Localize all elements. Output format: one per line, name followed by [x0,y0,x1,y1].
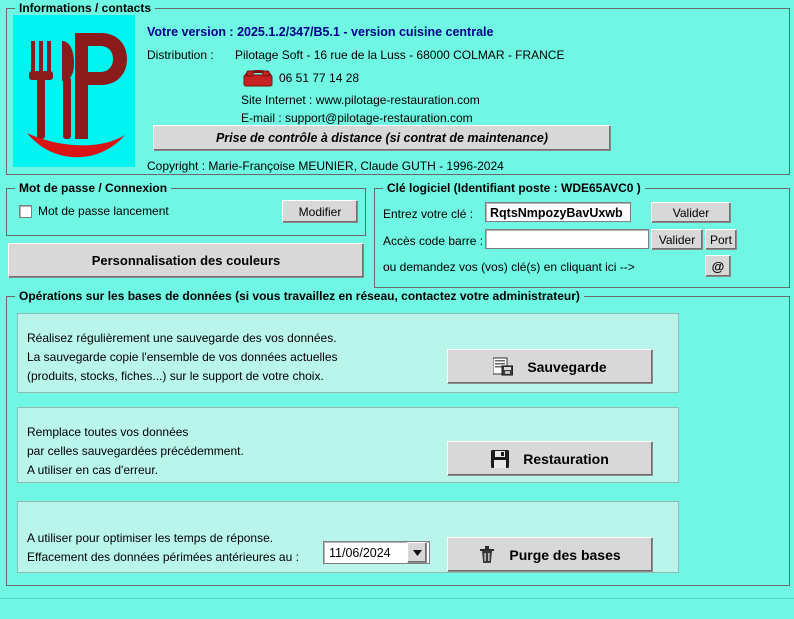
restore-description-line-3: A utiliser en cas d'erreur. [27,463,159,477]
software-key-legend: Clé logiciel (Identifiant poste : WDE65AVC0 ) [383,181,645,195]
barcode-validate-button[interactable]: Valider [651,229,703,250]
purge-description-line-2: Effacement des données périmées antérieures au : [27,550,299,564]
purge-date-value: 11/06/2024 [329,545,391,560]
purge-button[interactable] [447,537,653,572]
restore-description-line-2: par celles sauvegardées précédemment. [27,444,244,458]
key-label: Entrez votre clé : [383,207,474,221]
distribution-label: Distribution : [147,48,214,62]
remote-control-button[interactable]: Prise de contrôle à distance (si contrat de maintenance) [153,125,611,151]
database-operations-group [6,289,790,586]
save-disk-icon [493,357,513,376]
trash-icon [479,546,495,564]
password-connection-group [6,181,366,236]
software-key-group [374,181,790,288]
backup-button[interactable] [447,349,653,384]
purge-date-combobox[interactable] [323,541,430,564]
barcode-port-button[interactable]: Port [705,229,737,250]
restore-description-line-1: Remplace toutes vos données [27,425,189,439]
bottom-strip [0,598,794,619]
fork-knife-p-logo-icon [13,15,135,167]
backup-description-line-3: (produits, stocks, fiches...) sur le support de votre choix. [27,369,324,383]
version-text: Votre version : 2025.1.2/347/B5.1 - version cuisine centrale [147,25,494,39]
phone-number: 06 51 77 14 28 [279,71,360,85]
email-text: E-mail : support@pilotage-restauration.com [241,111,473,125]
customize-colors-button[interactable]: Personnalisation des couleurs [8,243,364,278]
purge-description-line-1: A utiliser pour optimiser les temps de réponse. [27,531,274,545]
distribution-value: Pilotage Soft - 16 rue de la Luss - 68000 COLMAR - FRANCE [235,48,565,62]
ask-key-text: ou demandez vos (vos) clé(s) en cliquant ici --> [383,260,635,274]
password-launch-checkbox-row[interactable] [19,204,169,218]
restore-button-label: Restauration [523,450,609,467]
floppy-disk-icon [491,450,509,468]
password-launch-label: Mot de passe lancement [38,204,169,218]
app-logo [13,15,135,167]
chevron-down-icon[interactable] [407,542,427,563]
copyright-text: Copyright : Marie-Françoise MEUNIER, Claude GUTH - 1996-2024 [147,159,504,173]
modify-password-button[interactable]: Modifier [282,200,358,223]
restore-description [27,423,244,480]
password-launch-checkbox[interactable] [19,205,32,218]
restore-button[interactable] [447,441,653,476]
purge-button-label: Purge des bases [509,546,621,563]
purge-description [27,529,299,567]
informations-contacts-legend: Informations / contacts [15,1,155,15]
barcode-input[interactable] [485,229,649,249]
password-legend: Mot de passe / Connexion [15,181,171,195]
database-operations-legend: Opérations sur les bases de données (si vous travaillez en réseau, contactez votre administrateur) [15,289,584,303]
key-validate-button[interactable]: Valider [651,202,731,223]
phone-icon [243,69,273,87]
barcode-label: Accès code barre : [383,234,484,248]
informations-contacts-group [6,1,790,175]
backup-description-line-2: La sauvegarde copie l'ensemble de vos données actuelles [27,350,338,364]
email-request-key-button[interactable]: @ [705,255,731,277]
website-text: Site Internet : www.pilotage-restauration.com [241,93,480,107]
backup-button-label: Sauvegarde [527,358,607,375]
key-input[interactable]: RqtsNmpozyBavUxwb [485,202,631,222]
backup-description-line-1: Réalisez régulièrement une sauvegarde des vos données. [27,331,337,345]
backup-description [27,329,338,386]
